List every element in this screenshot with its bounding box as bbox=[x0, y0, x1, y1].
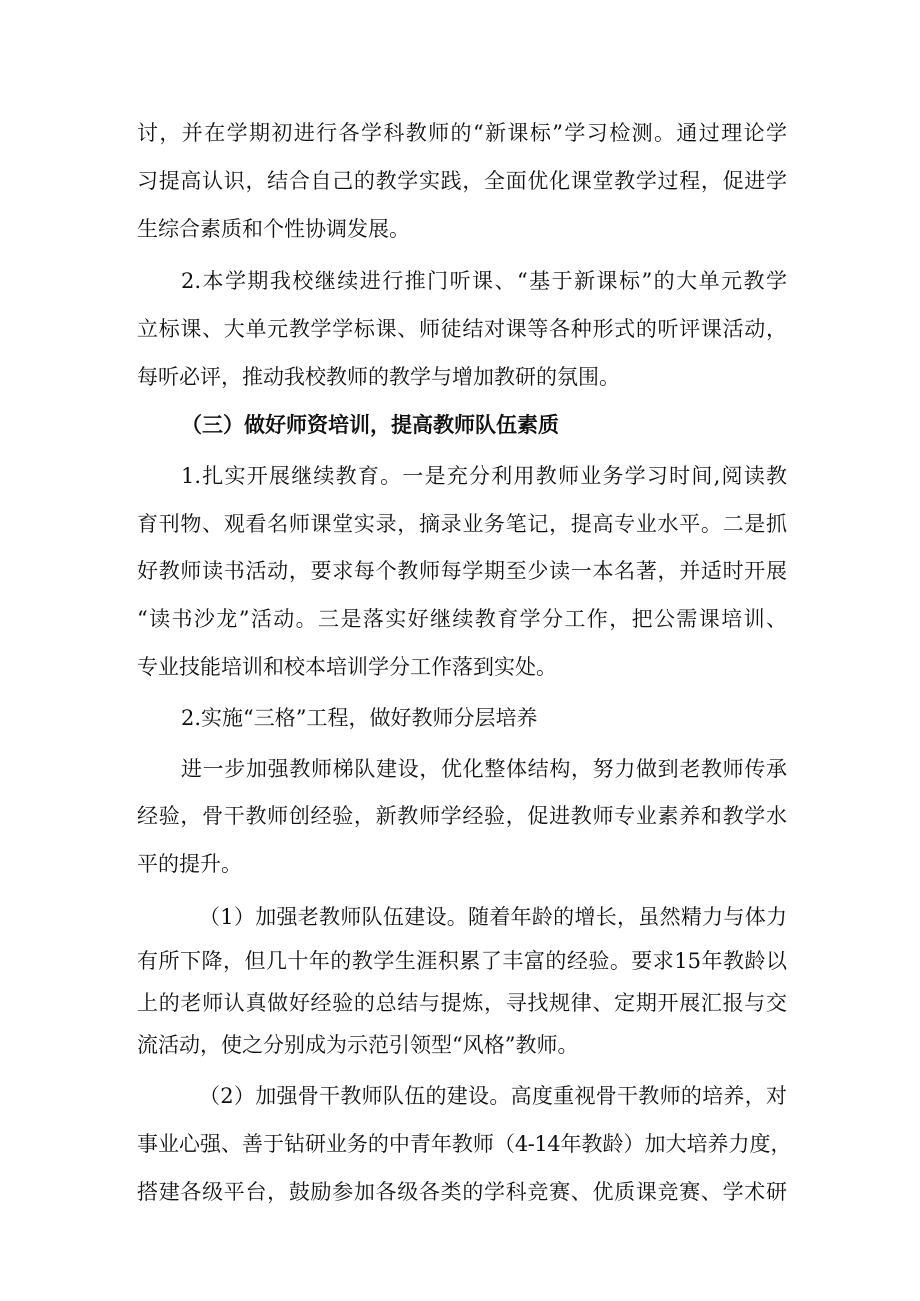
text-line: 讨，并在学期初进行各学科教师的“新课标”学习检测。通过理论学 bbox=[137, 121, 787, 145]
text-line: 好教师读书活动，要求每个教师每学期至少读一本名著，并适时开展 bbox=[137, 559, 787, 583]
text-line: 每听必评，推动我校教师的教学与增加教研的氛围。 bbox=[137, 365, 620, 389]
section-heading-text: （三）做好师资培训，提高教师队伍素质 bbox=[181, 412, 559, 437]
text-line: 有所下降，但几十年的教学生涯积累了丰富的经验。要求15年教龄以 bbox=[137, 949, 787, 973]
text-line: 专业技能培训和校本培训学分工作落到实处。 bbox=[137, 655, 557, 679]
text-line: （2）加强骨干教师队伍的建设。高度重视骨干教师的培养，对 bbox=[199, 1084, 787, 1108]
text-line: 2.本学期我校继续进行推门听课、“基于新课标”的大单元教学 bbox=[181, 269, 787, 293]
text-line: 上的老师认真做好经验的总结与提炼，寻找规律、定期开展汇报与交 bbox=[137, 991, 787, 1015]
text-line: 流活动，使之分别成为示范引领型“风格”教师。 bbox=[137, 1033, 579, 1057]
text-line: 经验，骨干教师创经验，新教师学经验，促进教师专业素养和教学水 bbox=[137, 804, 787, 828]
text-line: 习提高认识，结合自己的教学实践，全面优化课堂教学过程，促进学 bbox=[137, 169, 787, 193]
text-line: 立标课、大单元教学学标课、师徒结对课等各种形式的听评课活动， bbox=[137, 317, 787, 341]
text-line: 进一步加强教师梯队建设，优化整体结构，努力做到老教师传承 bbox=[181, 757, 787, 781]
text-line: 搭建各级平台，鼓励参加各级各类的学科竞赛、优质课竞赛、学术研 bbox=[137, 1180, 787, 1204]
text-line: 1.扎实开展继续教育。一是充分利用教师业务学习时间,阅读教 bbox=[181, 464, 787, 488]
text-line: （1）加强老教师队伍建设。随着年龄的增长，虽然精力与体力 bbox=[199, 905, 787, 929]
text-line: “读书沙龙”活动。三是落实好继续教育学分工作，把公需课培训、 bbox=[137, 607, 787, 631]
text-line: 育刊物、观看名师课堂实录，摘录业务笔记，提高专业水平。二是抓 bbox=[137, 512, 787, 536]
text-line: 生综合素质和个性协调发展。 bbox=[137, 217, 410, 241]
text-line: 平的提升。 bbox=[137, 852, 242, 876]
subsection-heading-text: 2.实施“三格”工程，做好教师分层培养 bbox=[181, 706, 538, 730]
text-line: 事业心强、善于钻研业务的中青年教师（4-14年教龄）加大培养力度， bbox=[137, 1132, 791, 1156]
